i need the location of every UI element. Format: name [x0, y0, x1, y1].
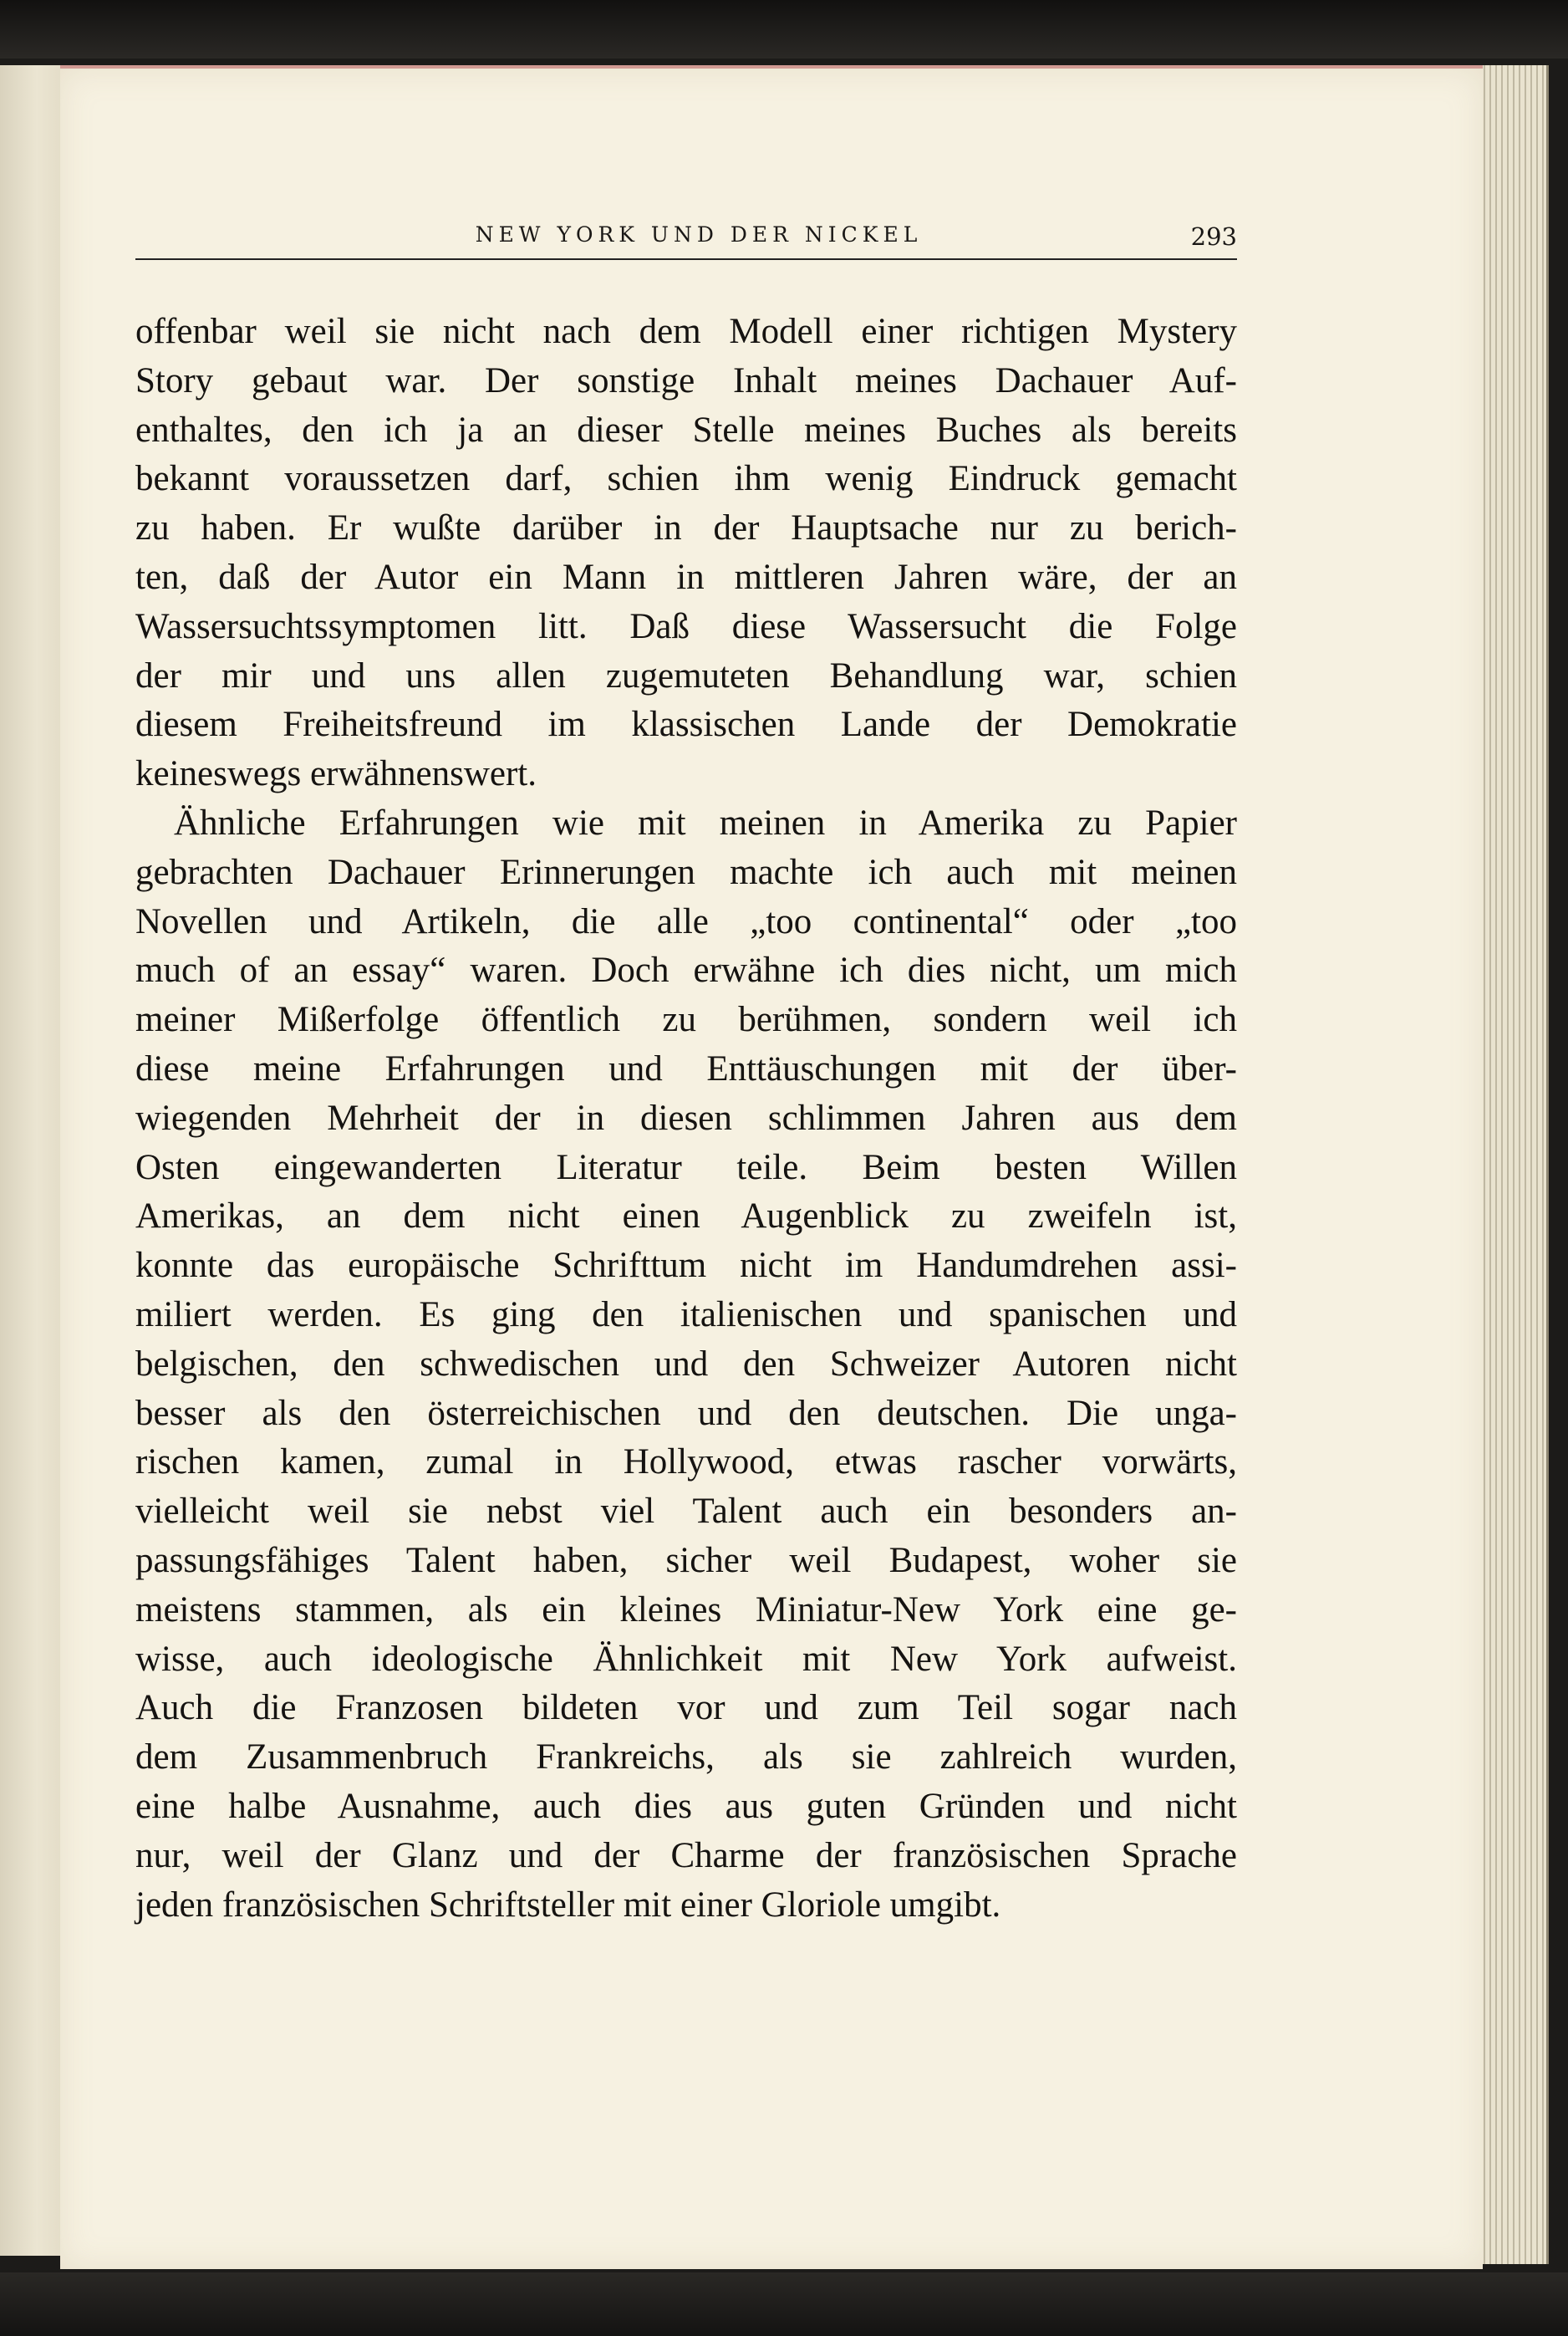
text-line: gebrachten Dachauer Erinnerungen machte ich auch mit meinen: [135, 852, 1237, 892]
text-line: diesem Freiheitsfreund im klassischen Lande der Demokratie: [135, 705, 1237, 745]
text-line: enthaltes, den ich ja an dieser Stelle meines Buches als bereits: [135, 410, 1237, 450]
text-line: meistens stammen, als ein kleines Miniatur-New York eine ge-: [135, 1589, 1237, 1630]
text-line: Auch die Franzosen bildeten vor und zum Teil sogar nach: [135, 1688, 1237, 1728]
text-line: Amerikas, an dem nicht einen Augenblick zu zweifeln ist,: [135, 1196, 1237, 1237]
text-line: besser als den österreichischen und den deutschen. Die unga-: [135, 1393, 1237, 1433]
text-line: Novellen und Artikeln, die alle „too continental“ oder „too: [135, 901, 1237, 941]
text-line: belgischen, den schwedischen und den Schweizer Autoren nicht: [135, 1344, 1237, 1384]
header-rule: [135, 258, 1237, 260]
text-line: wiegenden Mehrheit der in diesen schlimmen Jahren aus dem: [135, 1098, 1237, 1138]
running-head-title: NEW YORK UND DER NICKEL: [475, 222, 923, 247]
text-line: Story gebaut war. Der sonstige Inhalt meines Dachauer Auf-: [135, 360, 1237, 400]
page-number: 293: [1190, 222, 1237, 251]
text-line: miliert werden. Es ging den italienischen und spanischen und: [135, 1294, 1237, 1334]
text-line: bekannt voraussetzen darf, schien ihm wenig Eindruck gemacht: [135, 459, 1237, 499]
scan-bottom-shadow: [0, 2272, 1568, 2336]
text-line: wisse, auch ideologische Ähnlichkeit mit New York aufweist.: [135, 1639, 1237, 1679]
text-line: konnte das europäische Schrifttum nicht im Handumdrehen assi-: [135, 1246, 1237, 1286]
text-line: rischen kamen, zumal in Hollywood, etwas rascher vorwärts,: [135, 1442, 1237, 1482]
text-line: passungsfähiges Talent haben, sicher weil Budapest, woher sie: [135, 1540, 1237, 1580]
text-line: ten, daß der Autor ein Mann in mittleren Jahren wäre, der an: [135, 557, 1237, 597]
text-line: offenbar weil sie nicht nach dem Modell einer richtigen Mystery: [135, 312, 1237, 351]
text-line: Wassersuchtssymptomen litt. Daß diese Wassersucht die Folge: [135, 606, 1237, 646]
text-line: zu haben. Er wußte darüber in der Hauptsache nur zu berich-: [135, 508, 1237, 548]
text-line: eine halbe Ausnahme, auch dies aus guten Gründen und nicht: [135, 1786, 1237, 1826]
text-line: nur, weil der Glanz und der Charme der französischen Sprache: [135, 1835, 1237, 1875]
facing-page-edge: [0, 65, 69, 2256]
text-line: jeden französischen Schriftsteller mit einer Gloriole umgibt.: [135, 1885, 1001, 1925]
text-line: much of an essay“ waren. Doch erwähne ich dies nicht, um mich: [135, 951, 1237, 991]
scan-top-shadow: [0, 0, 1568, 59]
text-line: der mir und uns allen zugemuteten Behandlung war, schien: [135, 655, 1237, 696]
page-stack-edges: [1479, 65, 1549, 2264]
text-line: Ähnliche Erfahrungen wie mit meinen in Amerika zu Papier: [174, 803, 1237, 843]
text-line: meiner Mißerfolge öffentlich zu berühmen, sondern weil ich: [135, 1000, 1237, 1040]
text-line: vielleicht weil sie nebst viel Talent auch ein besonders an-: [135, 1492, 1237, 1532]
text-line: keineswegs erwähnenswert.: [135, 754, 537, 794]
running-head: [135, 216, 1237, 258]
body-text: [135, 308, 1237, 1930]
text-line: diese meine Erfahrungen und Enttäuschungen mit der über-: [135, 1048, 1237, 1089]
text-line: dem Zusammenbruch Frankreichs, als sie zahlreich wurden,: [135, 1737, 1237, 1778]
text-line: Osten eingewanderten Literatur teile. Beim besten Willen: [135, 1147, 1237, 1187]
